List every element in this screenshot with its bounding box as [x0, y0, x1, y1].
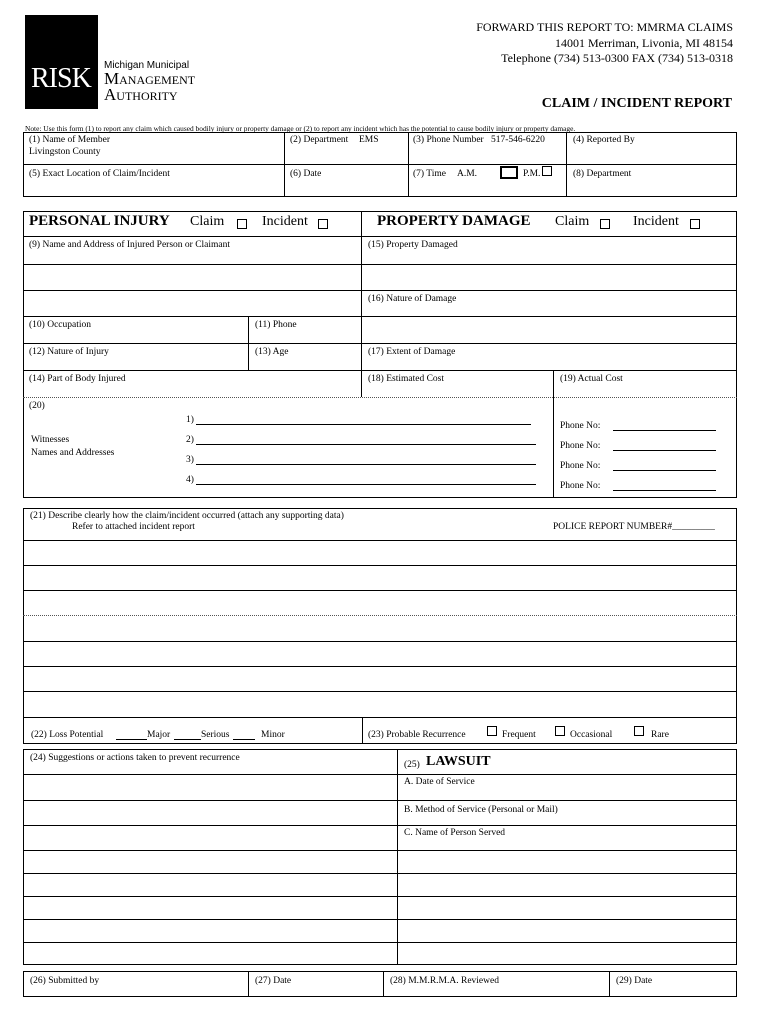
occupation-label: (10) Occupation — [29, 320, 91, 330]
injury-incident-label: Incident — [262, 214, 308, 229]
probable-recurrence-label: (23) Probable Recurrence — [368, 730, 466, 740]
date-label: (6) Date — [290, 169, 322, 179]
department-label: (2) Department — [290, 135, 349, 145]
witness-2-number: 2) — [186, 435, 194, 445]
phone-number-value[interactable]: 517-546-6220 — [491, 135, 545, 145]
witness-4-line[interactable] — [196, 484, 536, 485]
witness-2-line[interactable] — [196, 444, 536, 445]
body-part-label: (14) Part of Body Injured — [29, 374, 126, 384]
witness-4-phone-line[interactable] — [613, 490, 716, 491]
injury-incident-checkbox[interactable] — [318, 219, 328, 229]
exact-location-label: (5) Exact Location of Claim/Incident — [29, 169, 170, 179]
describe-label: (21) Describe clearly how the claim/incident occurred (attach any supporting data) — [30, 511, 344, 521]
estimated-cost-label: (18) Estimated Cost — [368, 374, 444, 384]
submitted-date-label: (27) Date — [255, 976, 292, 986]
witness-1-phone-line[interactable] — [613, 430, 716, 431]
extent-of-damage-label: (17) Extent of Damage — [368, 347, 456, 357]
submitted-by-label: (26) Submitted by — [30, 976, 100, 986]
description-box — [23, 508, 737, 744]
time-label: (7) Time — [413, 169, 446, 179]
org-name — [104, 60, 195, 103]
witness-1-phone-label: Phone No: — [560, 421, 601, 431]
forward-line-3: Telephone (734) 513-0300 FAX (734) 513-0318 — [501, 51, 733, 65]
reported-by-label: (4) Reported By — [573, 135, 635, 145]
rare-checkbox[interactable] — [634, 726, 644, 736]
property-incident-checkbox[interactable] — [690, 219, 700, 229]
note: Note: Use this form (1) to report any claim which caused bodily injury or property damage or (2) to report any incident which has the potential to cause bodily injury or property damage. — [25, 124, 576, 133]
minor-label: Minor — [261, 730, 285, 740]
rare-label: Rare — [651, 730, 669, 740]
police-report-number[interactable]: POLICE REPORT NUMBER#_________ — [553, 522, 715, 532]
minor-blank[interactable] — [233, 739, 255, 740]
witness-1-number: 1) — [186, 415, 194, 425]
property-damaged-label: (15) Property Damaged — [368, 240, 458, 250]
injured-name-label: (9) Name and Address of Injured Person or Claimant — [29, 240, 231, 250]
pm-checkbox[interactable] — [542, 166, 552, 176]
pm-label: P.M. — [523, 169, 541, 179]
property-claim-label: Claim — [555, 214, 590, 229]
suggestions-box — [23, 749, 737, 965]
nature-of-damage-label: (16) Nature of Damage — [368, 294, 457, 304]
witness-2-phone-line[interactable] — [613, 450, 716, 451]
org-line-1: Michigan Municipal — [104, 60, 190, 71]
injury-claim-checkbox[interactable] — [237, 219, 247, 229]
reviewed-label: (28) M.M.R.M.A. Reviewed — [390, 976, 499, 986]
forward-line-1: FORWARD THIS REPORT TO: MMRMA CLAIMS — [476, 20, 733, 34]
department-value[interactable]: EMS — [359, 135, 379, 145]
serious-blank[interactable] — [174, 739, 201, 740]
date-of-service-label: A. Date of Service — [404, 777, 475, 787]
property-damage-heading: PROPERTY DAMAGE — [377, 213, 531, 229]
witnesses-label: Witnesses — [31, 435, 70, 445]
suggestions-label: (24) Suggestions or actions taken to prevent recurrence — [30, 753, 240, 763]
describe-sub-label: Refer to attached incident report — [72, 522, 195, 532]
department-8-label: (8) Department — [573, 169, 632, 179]
witness-4-number: 4) — [186, 475, 194, 485]
org-line-2: Management — [104, 69, 196, 88]
frequent-label: Frequent — [502, 730, 536, 740]
witness-2-phone-label: Phone No: — [560, 441, 601, 451]
witness-3-number: 3) — [186, 455, 194, 465]
property-incident-label: Incident — [633, 214, 679, 229]
am-checkbox[interactable] — [500, 166, 518, 179]
loss-potential-label: (22) Loss Potential — [31, 730, 104, 740]
major-label: Major — [147, 730, 171, 740]
member-name-value[interactable]: Livingston County — [29, 147, 101, 157]
org-line-3: Authority — [104, 85, 178, 104]
risk-logo — [25, 15, 98, 109]
witness-3-phone-label: Phone No: — [560, 461, 601, 471]
phone-number-label: (3) Phone Number — [413, 135, 484, 145]
age-label: (13) Age — [255, 347, 289, 357]
injury-claim-label: Claim — [190, 214, 225, 229]
property-claim-checkbox[interactable] — [600, 219, 610, 229]
lawsuit-heading: LAWSUIT — [426, 754, 491, 769]
witnesses-sub-label: Names and Addresses — [31, 448, 115, 458]
occasional-checkbox[interactable] — [555, 726, 565, 736]
report-title: CLAIM / INCIDENT REPORT — [541, 96, 732, 111]
major-blank[interactable] — [116, 739, 147, 740]
witness-number-label: (20) — [29, 401, 45, 411]
phone-label: (11) Phone — [255, 320, 297, 330]
personal-injury-heading: PERSONAL INJURY — [29, 213, 170, 229]
witness-4-phone-label: Phone No: — [560, 481, 601, 491]
actual-cost-label: (19) Actual Cost — [560, 374, 623, 384]
frequent-checkbox[interactable] — [487, 726, 497, 736]
member-name-label: (1) Name of Member — [29, 135, 110, 145]
witness-3-phone-line[interactable] — [613, 470, 716, 471]
forward-line-2: 14001 Merriman, Livonia, MI 48154 — [555, 36, 733, 50]
logo-text: RISK — [31, 63, 91, 94]
witness-1-line[interactable] — [196, 424, 531, 425]
serious-label: Serious — [201, 730, 230, 740]
method-of-service-label: B. Method of Service (Personal or Mail) — [404, 805, 558, 815]
lawsuit-number: (25) — [404, 760, 420, 770]
am-label: A.M. — [457, 169, 478, 179]
occasional-label: Occasional — [570, 730, 613, 740]
person-served-label: C. Name of Person Served — [404, 828, 506, 838]
reviewed-date-label: (29) Date — [616, 976, 653, 986]
witness-3-line[interactable] — [196, 464, 536, 465]
nature-of-injury-label: (12) Nature of Injury — [29, 347, 109, 357]
